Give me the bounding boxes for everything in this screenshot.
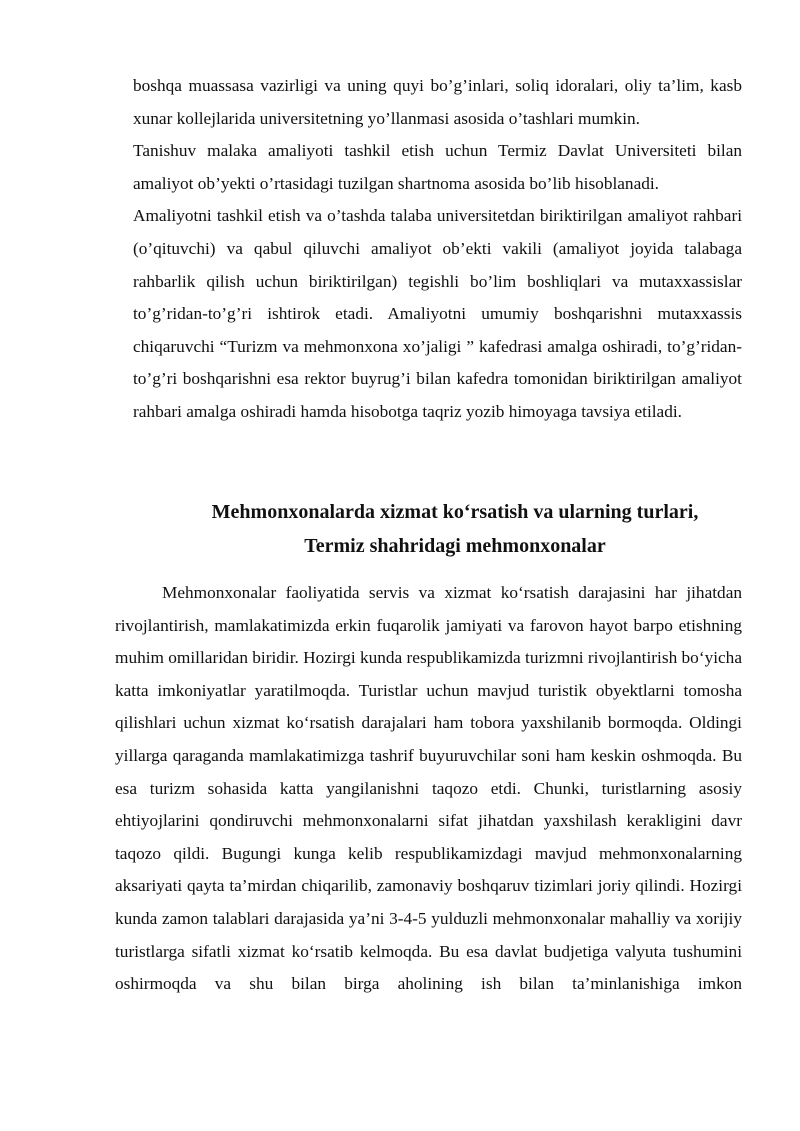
top-text-block — [133, 70, 742, 429]
paragraph-mehmonxonalar: Mehmonxonalar faoliyatida servis va xizmat ko‘rsatish darajasini har jihatdan rivojlantirish, mamlakatimizda erkin fuqarolik jamiyati va farovon hayot barpo etishning muhim omillaridan biridir. Hozirgi kunda respublikamizda turizmni rivojlantirish bo‘yicha katta imkoniyatlar yaratilmoqda. Turistlar uchun mavjud turistik obyektlarni tomosha qilishlari uchun xizmat ko‘rsatish darajalari ham tobora yaxshilanib bormoqda. Oldingi yillarga qaraganda mamlakatimizga tashrif buyuruvchilar soni ham keskin oshmoqda. Bu esa turizm sohasida katta yangilanishni taqozo etdi. Chunki, turistlarning asosiy ehtiyojlarini qondiruvchi mehmonxonalarni sifat jihatdan yaxshilash kerakligini davr taqozo qildi. Bugungi kunga kelib respublikamizdagi mavjud mehmonxonalarning aksariyati qayta ta’mirdan chiqarilib, zamonaviy boshqaruv tizimlari joriy qilindi. Hozirgi kunda zamon talablari darajasida ya’ni 3-4-5 yulduzli mehmonxonalar mahalliy va xorijiy turistlarga sifatli xizmat ko‘rsatib kelmoqda. Bu esa davlat budjetiga valyuta tushumini oshirmoqda va shu bilan birga aholining ish bilan ta’minlanishiga imkon — [115, 583, 742, 994]
paragraph-shartnoma: Tanishuv malaka amaliyoti tashkil etish uchun Termiz Davlat Universiteti bilan amaliyot ob’yekti o’rtasidagi tuzilgan shartnoma asosida bo’lib hisoblanadi. — [133, 141, 742, 193]
section-heading — [110, 495, 800, 563]
main-text-block — [115, 577, 742, 1001]
heading-line-1: Mehmonxonalarda xizmat ko‘rsatish va ularning turlari, — [211, 501, 699, 523]
heading-line-2: Termiz shahridagi mehmonxonalar — [304, 535, 606, 557]
paragraph-continuation: boshqa muassasa vazirligi va uning quyi bo’g’inlari, soliq idoralari, oliy ta’lim, kasb xunar kollejlarida universitetning yo’llanmasi asosida o’tashlari mumkin. — [133, 76, 742, 128]
paragraph-amaliyot-rahbari: Amaliyotni tashkil etish va o’tashda talaba universitetdan biriktirilgan amaliyot rahbari (o’qituvchi) va qabul qiluvchi amaliyot ob’ekti vakili (amaliyot joyida talabaga rahbarlik qilish uchun biriktirilgan) tegishli bo’lim boshliqlari va mutaxxassislar to’g’ridan-to’g’ri ishtirok etadi. Amaliyotni umumiy boshqarishni mutaxxassis chiqaruvchi “Turizm va mehmonxona xo’jaligi ” kafedrasi amalga oshiradi, to’g’ridan-to’g’ri boshqarishni esa rektor buyrug’i bilan kafedra tomonidan biriktirilgan amaliyot rahbari amalga oshiradi hamda hisobotga taqriz yozib himoyaga tavsiya etiladi. — [133, 206, 742, 421]
